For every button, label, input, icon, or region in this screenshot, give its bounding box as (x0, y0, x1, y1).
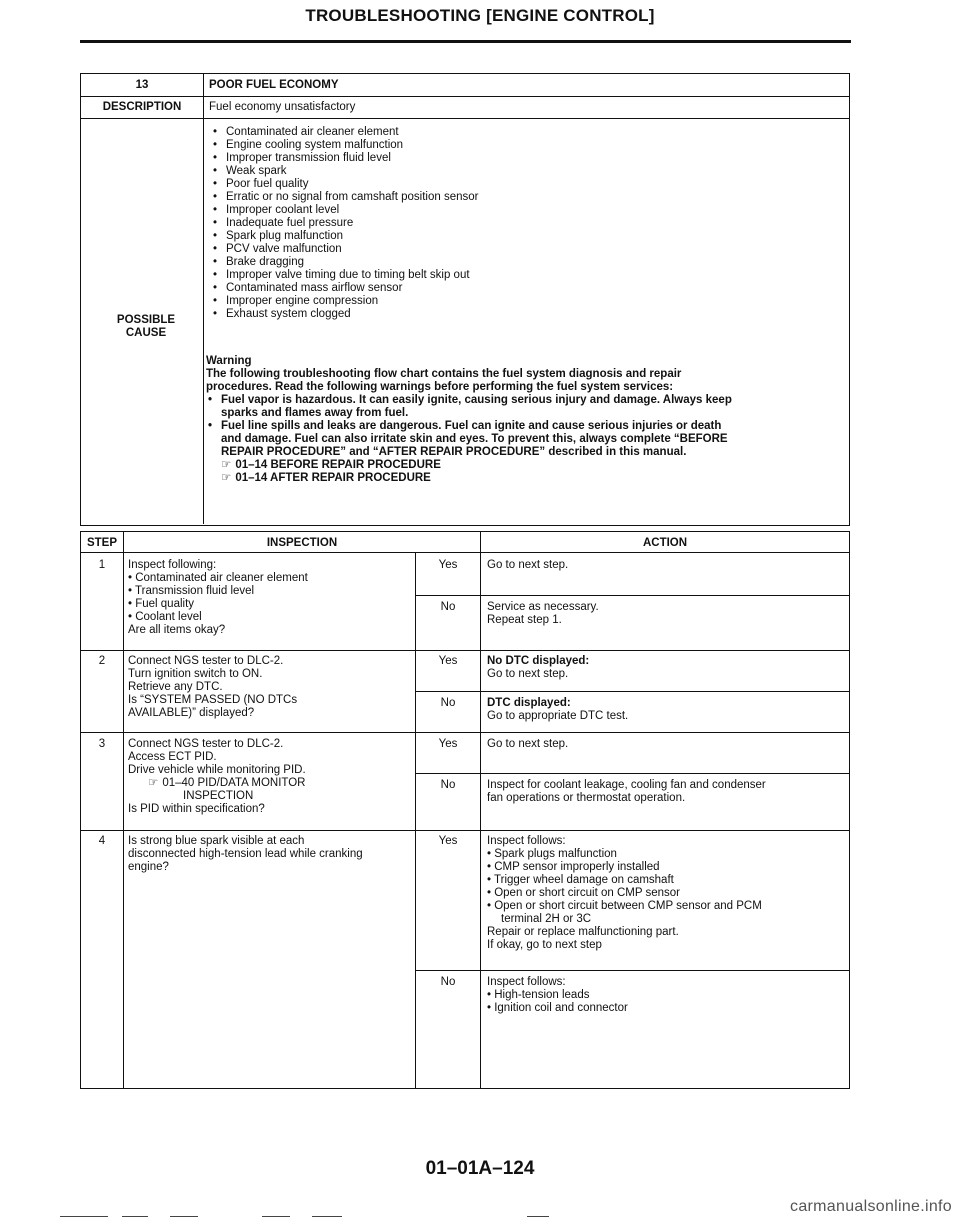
scan-mark (170, 1216, 198, 1217)
step-number: 4 (98, 835, 106, 847)
header-rule (80, 40, 851, 43)
list-item: • PCV valve malfunction (212, 243, 478, 256)
step-column-divider (123, 532, 124, 1088)
warning-reference[interactable]: ☞ 01–14 AFTER REPAIR PROCEDURE (221, 472, 431, 484)
no-label: No (440, 601, 456, 613)
scan-mark (312, 1216, 342, 1217)
yes-action: Go to next step. (487, 738, 569, 750)
list-item: • Brake dragging (212, 256, 478, 269)
step-inspection: Inspect following: • Contaminated air cleaner element • Transmission fluid level • Fuel quality • Coolant level Are all items okay? (128, 559, 308, 636)
step-inspection: Is strong blue spark visible at each disconnected high-tension lead while cranking engine? (128, 835, 363, 873)
yes-no-divider (416, 773, 849, 774)
step-row-divider (81, 830, 849, 831)
step-number: 1 (98, 559, 106, 571)
step-number: 3 (98, 738, 106, 750)
possible-cause-label: POSSIBLE CAUSE (116, 314, 176, 339)
list-item: • Weak spark (212, 165, 478, 178)
yes-action: No DTC displayed: Go to next step. (487, 655, 590, 680)
no-action: Inspect follows: • High-tension leads • Ignition coil and connector (487, 976, 628, 1014)
label-column-divider (203, 74, 204, 524)
list-item: • Contaminated mass airflow sensor (212, 282, 478, 295)
reference-pointer-icon: ☞ (148, 777, 159, 789)
scan-mark (262, 1216, 290, 1217)
description-text: Fuel economy unsatisfactory (209, 101, 356, 113)
warning-bullet: • Fuel line spills and leaks are dangerous. Fuel can ignite and cause serious injuries or death and damage. Fuel can also irritate skin and eyes. To prevent this, always complete “BEFORE REPAIR PROCEDURE” and “AFTER REPAIR PROCEDURE” described in this manual. (208, 420, 728, 458)
step-row-divider (81, 732, 849, 733)
no-action: Service as necessary. Repeat step 1. (487, 601, 599, 626)
no-label: No (440, 697, 456, 709)
list-item: • Inadequate fuel pressure (212, 217, 478, 230)
warning-intro: The following troubleshooting flow chart contains the fuel system diagnosis and repair procedures. Read the following warnings before performing the fuel system services: (206, 368, 682, 393)
symptom-number: 13 (135, 79, 149, 91)
scan-mark (527, 1216, 549, 1217)
warning-title: Warning (206, 355, 252, 367)
list-item: • Improper transmission fluid level (212, 152, 478, 165)
list-item: • Spark plug malfunction (212, 230, 478, 243)
list-item: • Improper engine compression (212, 295, 478, 308)
answer-column-divider (480, 532, 481, 1088)
list-item: • Contaminated air cleaner element (212, 126, 478, 139)
yes-no-divider (416, 691, 849, 692)
column-header-action: ACTION (642, 537, 688, 549)
step-row-divider (81, 650, 849, 651)
symptom-title: POOR FUEL ECONOMY (209, 79, 339, 91)
list-item: • Improper valve timing due to timing belt skip out (212, 269, 478, 282)
possible-cause-list (212, 126, 478, 321)
header-row-divider (81, 552, 849, 553)
step-inspection: Connect NGS tester to DLC-2. Turn ignition switch to ON. Retrieve any DTC. Is “SYSTEM PASSED (NO DTCs AVAILABLE)” displayed? (128, 655, 298, 719)
step-number: 2 (98, 655, 106, 667)
reference-pointer-icon: ☞ (221, 472, 232, 484)
no-action: DTC displayed: Go to appropriate DTC test. (487, 697, 629, 722)
no-label: No (440, 976, 456, 988)
page-number: 01–01A–124 (425, 1158, 535, 1179)
reference-pointer-icon: ☞ (221, 459, 232, 471)
scan-mark (122, 1216, 148, 1217)
symptom-row-divider (81, 96, 849, 97)
page-title: TROUBLESHOOTING [ENGINE CONTROL] (305, 6, 655, 25)
scan-mark (60, 1216, 108, 1217)
yes-action: Go to next step. (487, 559, 569, 571)
list-item: • Improper coolant level (212, 204, 478, 217)
watermark: carmanualsonline.info (790, 1198, 952, 1215)
warning-reference[interactable]: ☞ 01–14 BEFORE REPAIR PROCEDURE (221, 459, 441, 471)
list-item: • Poor fuel quality (212, 178, 478, 191)
list-item: • Engine cooling system malfunction (212, 139, 478, 152)
inspection-column-divider (415, 552, 416, 1088)
yes-label: Yes (438, 655, 458, 667)
list-item: • Exhaust system clogged (212, 308, 478, 321)
no-label: No (440, 779, 456, 791)
yes-label: Yes (438, 835, 458, 847)
yes-label: Yes (438, 559, 458, 571)
column-header-step: STEP (86, 537, 118, 549)
yes-action: Inspect follows: • Spark plugs malfunction • CMP sensor improperly installed • Trigger wheel damage on camshaft • Open or short circuit on CMP sensor • Open or short circuit between CMP sensor and PCM terminal 2H or 3C Repair or replace malfunctioning part. If okay, go to next step (487, 835, 762, 951)
yes-label: Yes (438, 738, 458, 750)
description-row-divider (81, 118, 849, 119)
no-action: Inspect for coolant leakage, cooling fan and condenser fan operations or thermostat operation. (487, 779, 766, 804)
description-label: DESCRIPTION (102, 101, 182, 113)
list-item: • Erratic or no signal from camshaft position sensor (212, 191, 478, 204)
step-inspection: Connect NGS tester to DLC-2. Access ECT PID. Drive vehicle while monitoring PID. ☞ 01–40 PID/DATA MONITOR INSPECTION Is PID within specification? (128, 738, 306, 815)
warning-bullet: • Fuel vapor is hazardous. It can easily ignite, causing serious injury and damage. Always keep sparks and flames away from fuel. (208, 394, 732, 419)
yes-no-divider (416, 595, 849, 596)
column-header-inspection: INSPECTION (266, 537, 338, 549)
yes-no-divider (416, 970, 849, 971)
